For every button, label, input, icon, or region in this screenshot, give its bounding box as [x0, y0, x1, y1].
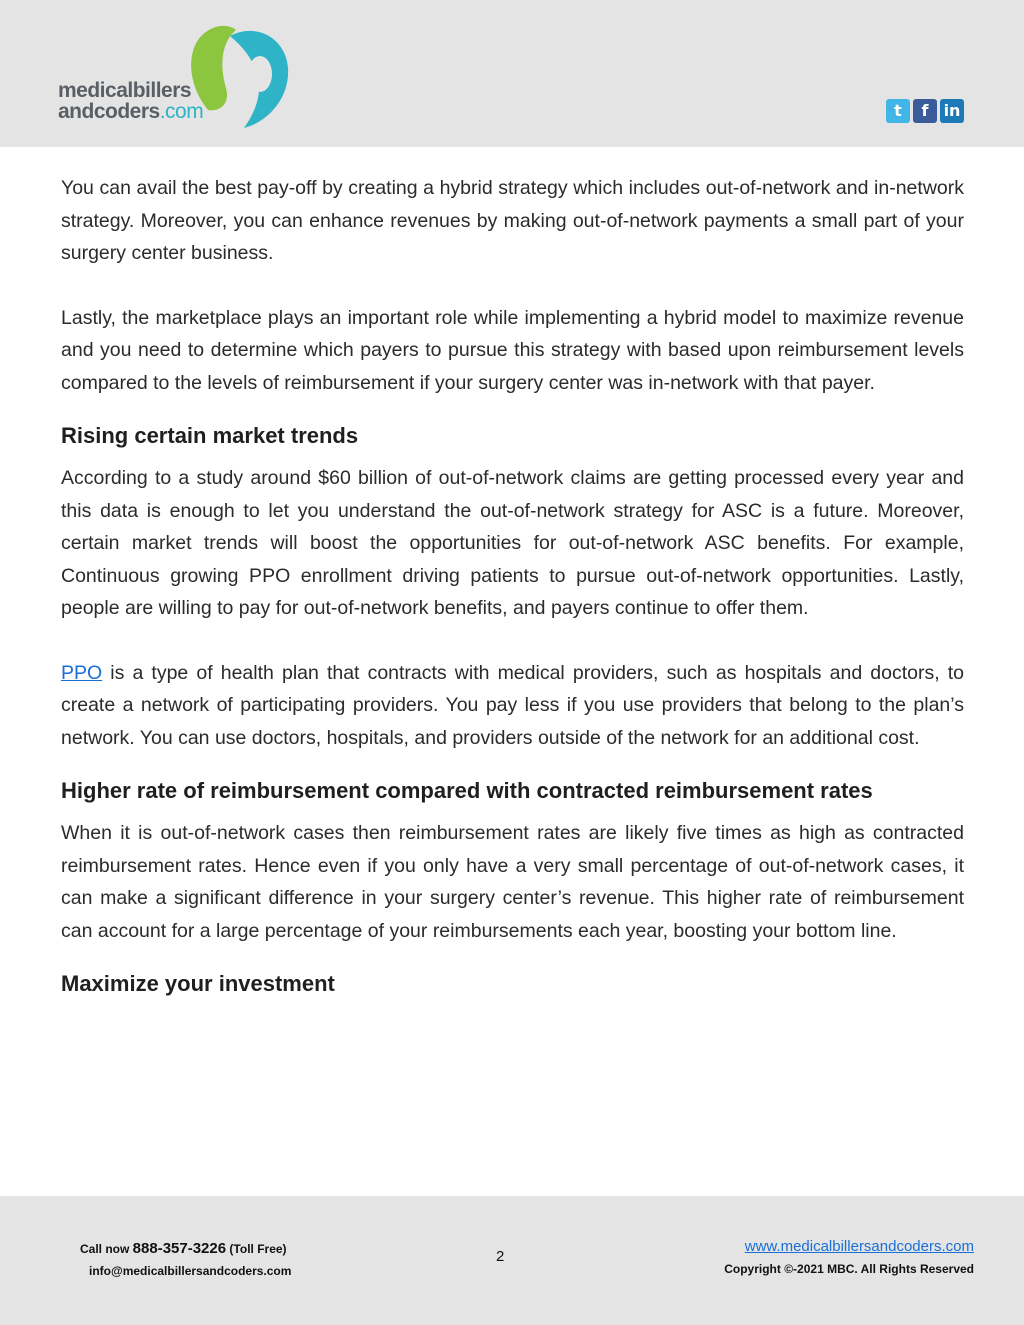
- phone-number[interactable]: 888-357-3226: [132, 1240, 227, 1257]
- linkedin-icon[interactable]: in: [940, 99, 964, 123]
- heading-investment: Maximize your investment: [61, 971, 335, 996]
- paragraph-reimbursement: When it is out-of-network cases then reimbursement rates are likely five times as high as contracted reimbursement rates. Hence even if you only have a very small percentage of out-of-network cases, it can make a significant difference in your surgery center’s revenue. This higher rate of reimbursement can account for a large percentage of your reimbursements each year, boosting your bottom line.: [61, 822, 964, 942]
- toll-free-label: (Toll Free): [226, 1242, 287, 1256]
- paragraph-ppo-text: is a type of health plan that contracts with medical providers, such as hospitals and doctors, to create a network of participating providers. You pay less if you use providers that belong to the plan’s network. You can use doctors, hospitals, and providers outside of the network for an additional cost.: [61, 661, 964, 749]
- footer-site-info: [724, 1236, 974, 1280]
- paragraph-hybrid-strategy: You can avail the best pay-off by creating a hybrid strategy which includes out-of-network and in-network strategy. Moreover, you can enhance revenues by making out-of-network payments a small part of your surgery center business.: [61, 177, 964, 264]
- contact-email[interactable]: info@medicalbillersandcoders.com: [89, 1264, 292, 1278]
- social-links: [886, 99, 964, 123]
- logo-line2: andcoders: [58, 100, 160, 123]
- logo-wordmark: [58, 80, 203, 122]
- paragraph-marketplace: Lastly, the marketplace plays an important role while implementing a hybrid model to maximize revenue and you need to determine which payers to pursue this strategy with based upon reimbursement levels compared to the levels of reimbursement if your surgery center was in-network with that payer.: [61, 306, 964, 394]
- copyright-text: Copyright ©-2021 MBC. All Rights Reserved: [724, 1262, 974, 1276]
- ppo-link[interactable]: PPO: [61, 661, 103, 684]
- facebook-icon[interactable]: f: [913, 99, 937, 123]
- paragraph-ppo: [61, 657, 964, 755]
- article-body: [61, 172, 964, 999]
- twitter-icon[interactable]: t: [886, 99, 910, 123]
- company-logo[interactable]: [58, 18, 298, 130]
- heading-market-trends: Rising certain market trends: [61, 423, 359, 448]
- logo-line1: medicalbillers: [58, 79, 192, 102]
- heading-reimbursement: Higher rate of reimbursement compared with contracted reimbursement rates: [61, 778, 873, 803]
- website-link[interactable]: www.medicalbillersandcoders.com: [744, 1238, 974, 1255]
- footer-contact: [80, 1238, 291, 1282]
- page-number: 2: [496, 1248, 505, 1265]
- call-label: Call now: [80, 1242, 133, 1256]
- page-footer: [0, 1196, 1024, 1325]
- logo-suffix: .com: [159, 100, 204, 123]
- paragraph-market-trends: According to a study around $60 billion of out-of-network claims are getting processed every year and this data is enough to let you understand the out-of-network strategy for ASC is a future. Moreover, certain market trends will boost the opportunities for out-of-network ASC benefits. For example, Continuous growing PPO enrollment driving patients to pursue out-of-network opportunities. Lastly, people are willing to pay for out-of-network benefits, and payers continue to offer them.: [61, 467, 964, 619]
- page-header: [0, 0, 1024, 147]
